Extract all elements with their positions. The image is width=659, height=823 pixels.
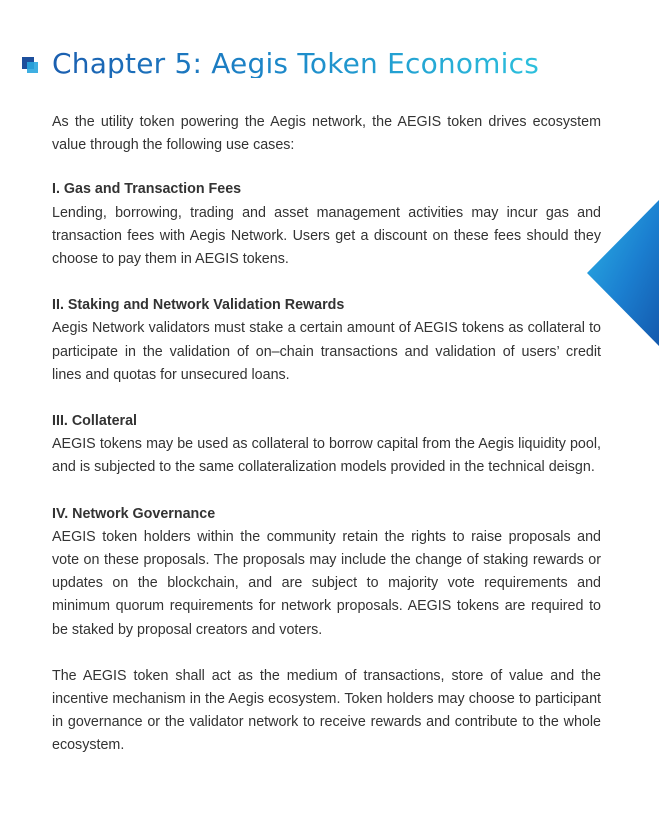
section-heading: III. Collateral	[52, 413, 138, 430]
closing-paragraph: The AEGIS token shall act as the medium of transactions, store of value and the incentive mechanism in the Aegis ecosystem. Token holders may choose to participant in governance or the validator network to receive rewards and contribute to the whole ecosystem.	[52, 667, 601, 754]
section-body: AEGIS tokens may be used as collateral to borrow capital from the Aegis liquidity pool, and is subjected to the same collateralization models provided in the technical deisgn.	[52, 436, 601, 476]
chapter-title: Chapter 5: Aegis Token Economics	[52, 47, 540, 80]
section-body: Aegis Network validators must stake a certain amount of AEGIS tokens as collateral to participate in the validation of on–chain transactions and validation of users’ credit lines and quotas for unsecured loans.	[52, 320, 601, 383]
section-heading: I. Gas and Transaction Fees	[52, 181, 242, 198]
section-governance	[52, 503, 601, 642]
section-gas-fees	[52, 178, 601, 271]
section-body: Lending, borrowing, trading and asset management activities may incur gas and transaction fees with Aegis Network. Users get a discount on these fees should they choose to pay them in AEGIS tokens.	[52, 204, 601, 268]
chapter-bullet-icon	[22, 55, 40, 73]
intro-paragraph: As the utility token powering the Aegis network, the AEGIS token drives ecosystem value through the following use cases:	[52, 114, 601, 154]
chapter-header	[22, 47, 540, 80]
section-staking	[52, 294, 601, 387]
section-heading: II. Staking and Network Validation Rewards	[52, 297, 345, 314]
section-heading: IV. Network Governance	[52, 505, 216, 522]
chapter-content	[52, 111, 601, 758]
section-collateral	[52, 410, 601, 480]
section-body: AEGIS token holders within the community retain the rights to raise proposals and vote on these proposals. The proposals may include the change of staking rewards or updates on the blockchain, and are subject to majority vote requirements and minimum quorum requirements for network proposals. AEGIS tokens are required to be staked by proposal creators and voters.	[52, 528, 601, 638]
